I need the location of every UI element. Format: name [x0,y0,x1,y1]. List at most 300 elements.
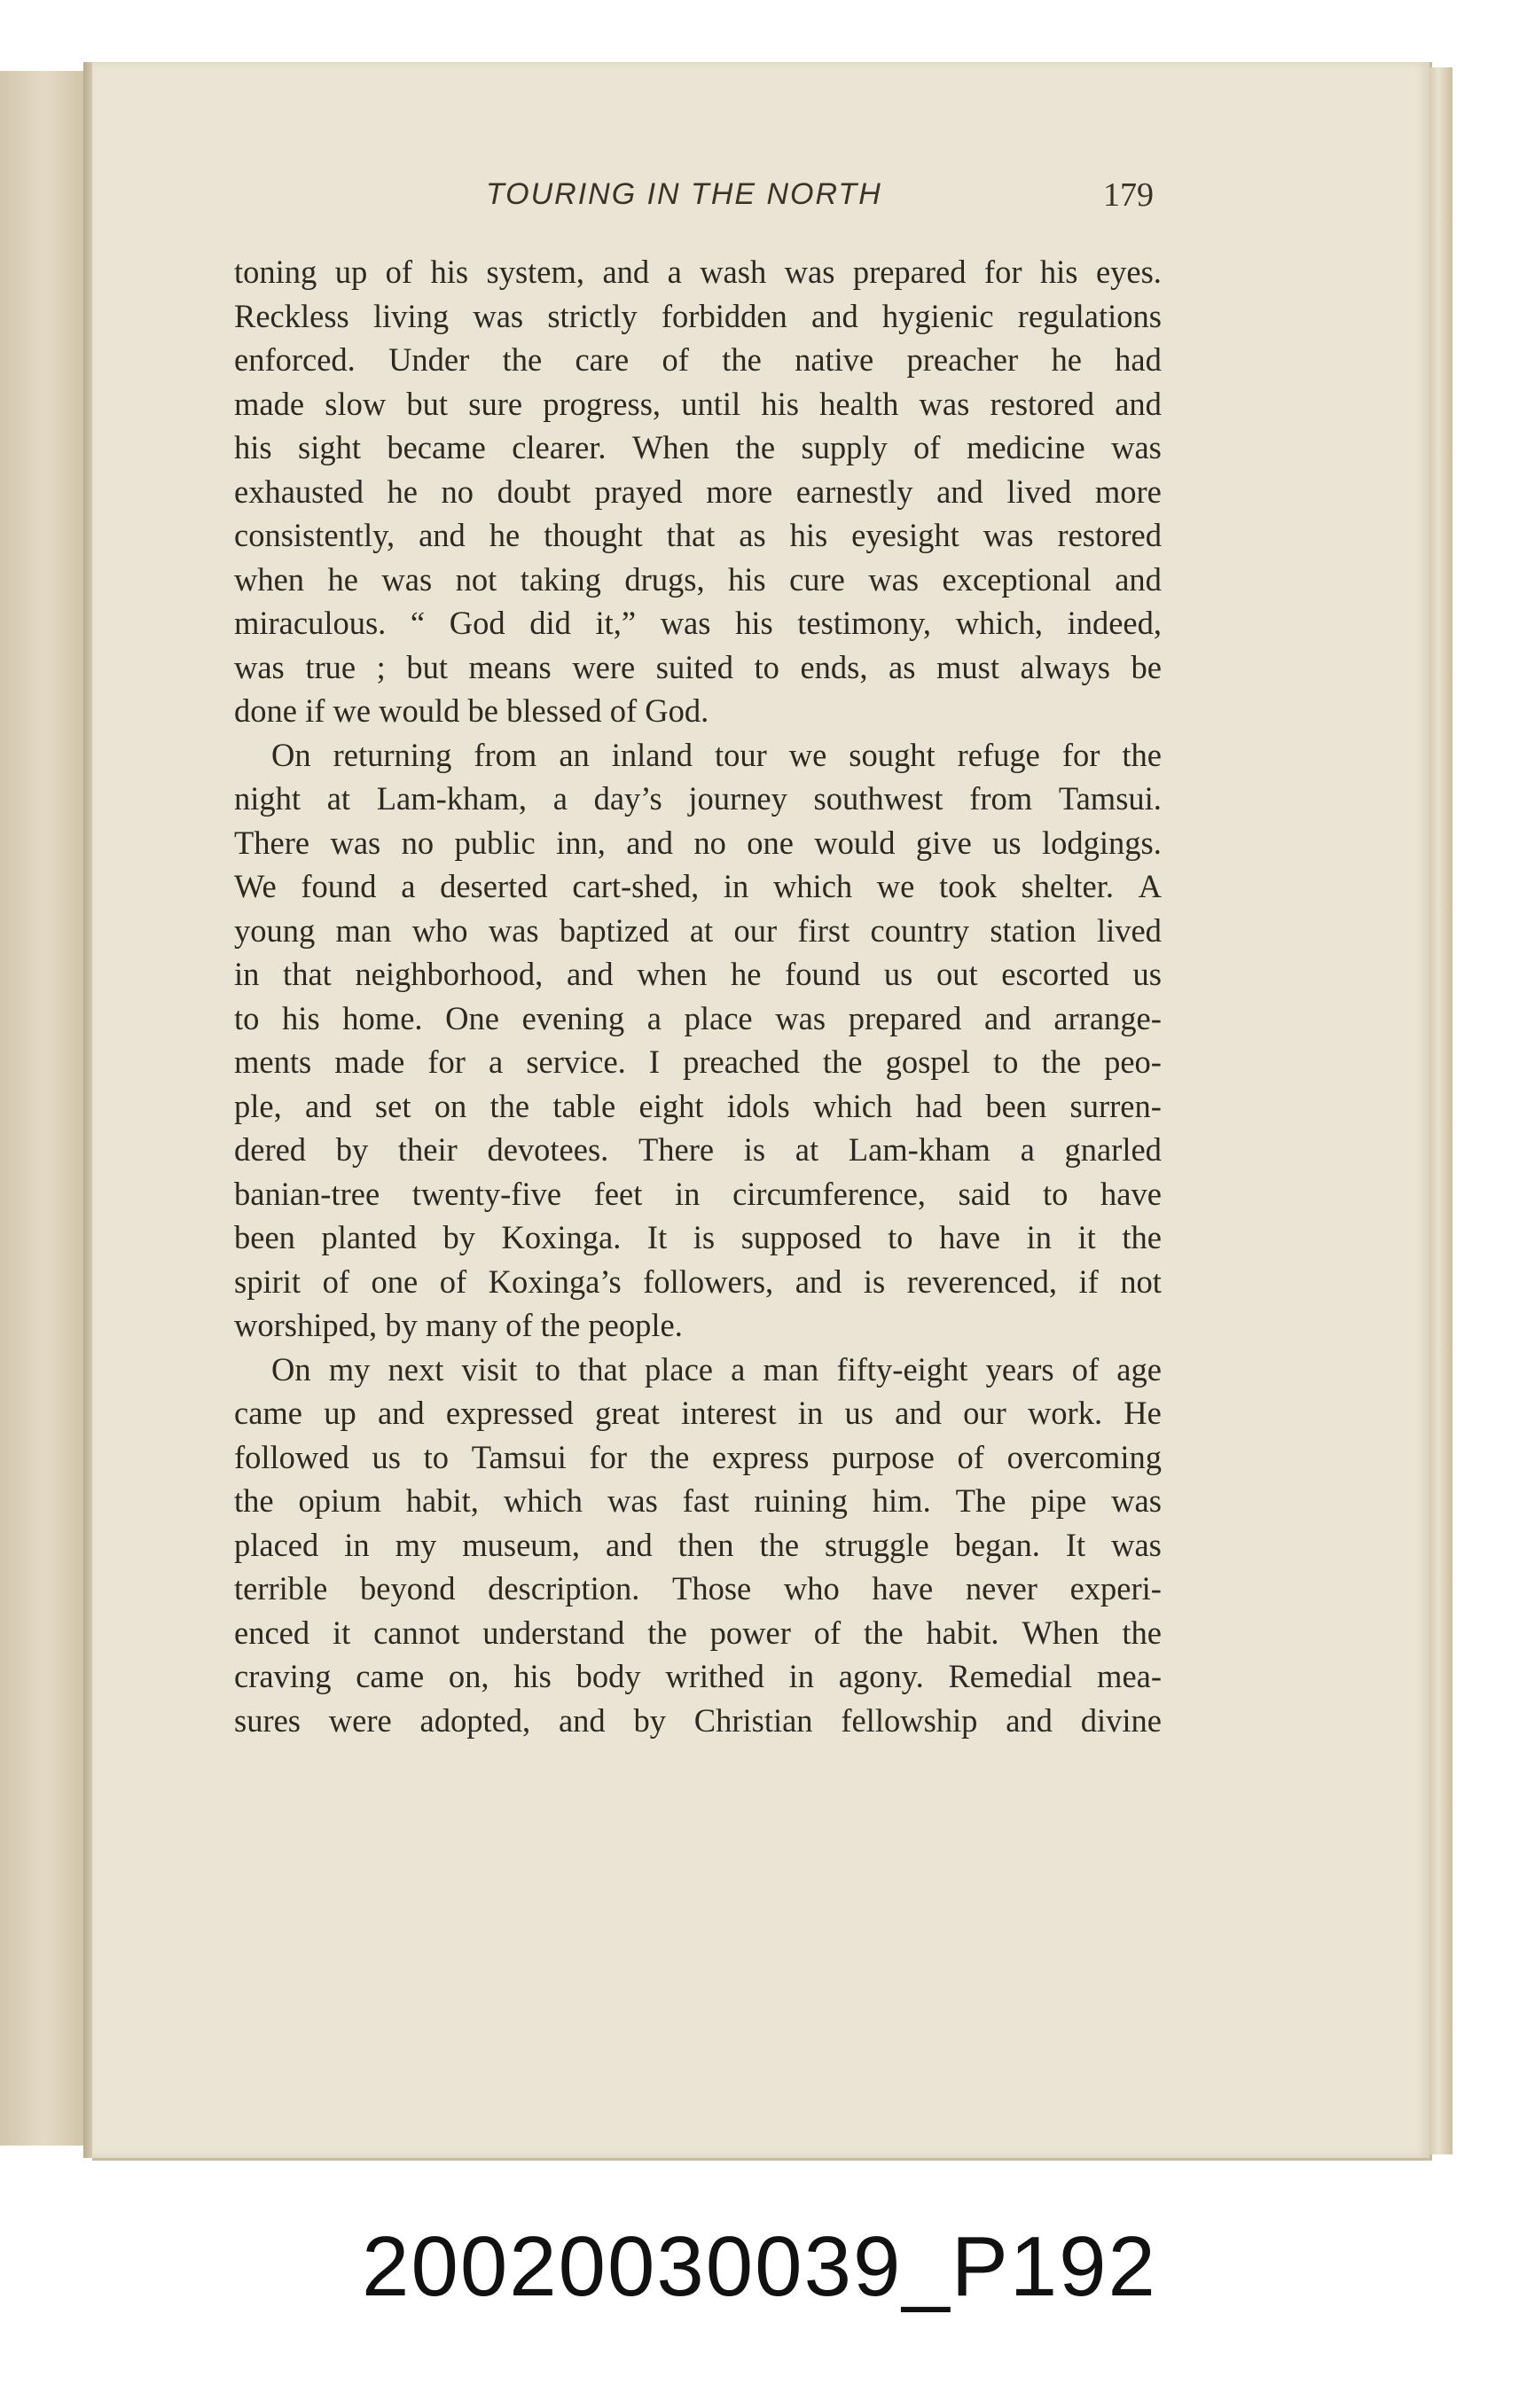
word: fellowship [841,1701,978,1739]
word: been [234,1219,295,1255]
word: agony. [838,1658,924,1694]
word: prepared [848,999,962,1036]
body-text [234,250,1162,1742]
word: that [283,956,332,992]
word: medicine [966,429,1085,465]
word: my [395,1526,437,1563]
word: up [334,254,368,290]
word: out [936,956,978,992]
word: when [234,560,305,598]
word: exceptional [942,560,1092,598]
word: not [1120,1263,1162,1300]
word: terrible [234,1570,328,1607]
text-line [234,470,1162,514]
word: restored [1057,517,1162,553]
word: was [919,385,970,422]
word: young [234,911,316,949]
word: ruining [754,1482,848,1519]
word: his [430,254,469,290]
word: cart-shed, [572,868,700,904]
text-line [234,689,1162,733]
word: was [983,517,1034,553]
word: was [488,911,539,949]
word: lived [1096,911,1162,949]
word: it [332,1614,351,1651]
word: had [1115,341,1162,378]
word: began. [954,1526,1040,1563]
word: up [324,1395,356,1431]
word: day’s [593,780,662,817]
word: he [730,956,762,992]
word: the [502,341,543,378]
text-line [234,250,1162,294]
word: evening [521,999,625,1036]
word: planted [321,1219,417,1255]
word: done if we would be blessed of God. [234,692,709,729]
word: The [955,1482,1006,1519]
word: he [1051,341,1082,378]
word: On [271,1350,311,1388]
word: It [1065,1526,1086,1563]
word: miraculous. [234,605,387,641]
word: I [648,1044,661,1080]
word: us [1132,956,1162,992]
text-line [234,1260,1162,1304]
word: came [356,1658,425,1694]
word: mea- [1097,1658,1162,1694]
word: consistently, [234,517,395,553]
word: for [1061,736,1100,773]
word: of [322,1263,349,1300]
word: work. [1027,1395,1103,1431]
word: and [895,1395,942,1431]
word: banian-tree [234,1175,380,1212]
word: is [693,1219,716,1255]
word: and [811,297,858,334]
word: fast [682,1482,730,1519]
word: testimony, [797,605,932,641]
word: and [1006,1701,1053,1739]
word: to [992,1044,1019,1080]
word: overcoming [1006,1438,1162,1475]
word: cure [789,560,845,598]
word: not [455,560,497,598]
word: was [868,560,920,598]
word: have [1100,1175,1162,1212]
word: On [271,736,311,773]
word: at [326,780,351,817]
word: the [647,1614,687,1651]
word: were [572,648,636,685]
word: his [761,385,799,422]
word: for [589,1438,627,1475]
text-line [234,513,1162,558]
word: strictly [547,297,638,334]
word: he [387,473,418,510]
text-line [234,558,1162,602]
word: escorted [1001,956,1109,992]
previous-page-edge [0,71,90,2146]
word: and [419,517,466,553]
word: of [1071,1350,1100,1388]
word: was [234,648,285,685]
word: southwest [813,780,944,817]
word: true [305,648,356,685]
word: neighborhood, [355,956,544,992]
word: station [990,911,1077,949]
word: Under [388,341,470,378]
word: in [234,956,260,992]
word: journey [688,780,787,817]
word: thought [544,517,643,553]
text-line [234,821,1162,865]
word: restored [990,385,1095,422]
word: taking [520,560,601,598]
word: by [442,1219,475,1255]
word: opium [298,1482,381,1519]
word: of [913,429,941,465]
word: service. [526,1044,626,1080]
word: came [234,1395,302,1431]
word: his [513,1658,552,1694]
word: twenty-five [411,1175,562,1212]
word: living [372,297,450,334]
word: one [747,824,794,861]
word: no [693,824,726,861]
word: his [789,517,828,553]
word: made [234,385,305,422]
word: to [423,1438,450,1475]
word: devotees. [487,1131,609,1168]
word: at [689,911,714,949]
word: in [788,1658,814,1694]
word: care [575,341,630,378]
word: us [844,1395,873,1431]
word: a [667,254,682,290]
word: gnarled [1064,1131,1162,1168]
word: eyesight [851,517,959,553]
word: have [872,1570,934,1607]
word: place [644,1350,713,1388]
word: expressed [445,1395,574,1431]
word: health [819,385,899,422]
word: exhausted [234,473,364,510]
word: public [454,824,536,861]
word: on [434,1087,467,1124]
word: and [795,1263,842,1300]
word: in [797,1395,824,1431]
word: it,” [595,605,637,641]
word: drugs, [624,560,705,598]
word: lived [1006,473,1072,510]
text-line [234,601,1162,645]
word: When [631,429,710,465]
word: description. [488,1570,640,1607]
word: was [473,297,524,334]
word: doubt [497,473,571,510]
text-line [234,1391,1162,1435]
word: sought [849,736,936,773]
word: struggle [825,1526,929,1563]
word: fifty-eight [836,1350,968,1388]
catalog-id: 20020030039_P192 [362,2219,1157,2314]
word: ends, [800,648,868,685]
word: who [411,911,468,949]
word: body [575,1658,641,1694]
word: he [489,517,521,553]
word: preacher [906,341,1019,378]
word: when [637,956,708,992]
word: the [1122,736,1162,773]
text-line [234,1303,1162,1348]
word: us [992,824,1022,861]
word: years [985,1350,1054,1388]
word: man [335,911,392,949]
word: returning [333,736,452,773]
running-head: TOURING IN THE NORTH [486,177,882,211]
word: Lam-kham, [376,780,528,817]
word: his [735,605,773,641]
word: and [626,824,673,861]
word: When [1022,1614,1100,1651]
word: We [234,868,277,904]
word: feet [593,1175,643,1212]
word: enced [234,1614,310,1651]
word: the [735,429,776,465]
word: Koxinga’s [488,1263,622,1300]
text-line [234,1348,1162,1392]
word: his [282,999,320,1036]
word: of [957,1438,984,1475]
word: must [936,648,999,685]
word: was [775,999,826,1036]
word: peo- [1104,1044,1162,1080]
word: ple, [234,1087,282,1124]
word: the [489,1087,530,1124]
word: prayed [594,473,683,510]
word: to [1042,1175,1069,1212]
word: interest [681,1395,777,1431]
word: an [559,736,590,773]
word: sure [468,385,523,422]
word: it [1077,1219,1096,1255]
word: forbidden [661,297,787,334]
word: in [1026,1219,1052,1255]
word: the [1041,1044,1082,1080]
word: if [1078,1263,1099,1300]
word: one [371,1263,419,1300]
page-number: 179 [1103,176,1154,214]
word: arrange- [1053,999,1162,1036]
word: set [374,1087,411,1124]
word: There [638,1131,715,1168]
word: followers, [643,1263,774,1300]
word: be [1131,648,1162,685]
word: for [983,254,1022,290]
word: regulations [1017,297,1162,334]
text-line [234,1216,1162,1260]
text-line [234,645,1162,690]
word: was [330,824,381,861]
word: worshiped, by many of the people. [234,1307,683,1343]
text-line [234,1523,1162,1568]
word: next [388,1350,444,1388]
text-line [234,294,1162,339]
word: great [595,1395,660,1431]
word: suited [655,648,733,685]
word: until [681,385,741,422]
word: divine [1080,1701,1162,1739]
word: found [785,956,861,992]
word: man [763,1350,819,1388]
word: from [474,736,537,773]
text-line [234,1084,1162,1129]
text-line [234,1479,1162,1523]
word: refuge [957,736,1040,773]
word: deserted [440,868,548,904]
word: writhed [665,1658,764,1694]
text-line [234,1040,1162,1084]
word: a [489,1044,504,1080]
word: that [666,517,716,553]
word: clearer. [512,429,607,465]
word: Reckless [234,297,349,334]
word: said [958,1175,1011,1212]
word: to [234,999,260,1036]
word: cannot [373,1614,460,1651]
text-line [234,733,1162,778]
word: and [1115,560,1162,598]
word: the [759,1526,800,1563]
word: the [1122,1614,1162,1651]
text-line [234,777,1162,821]
word: Tamsui. [1058,780,1162,817]
word: table [552,1087,616,1124]
word: gospel [885,1044,970,1080]
word: of [439,1263,467,1300]
word: the [863,1614,904,1651]
word: is [743,1131,766,1168]
word: lodgings. [1041,824,1162,861]
word: us [883,956,913,992]
word: in [675,1175,701,1212]
word: place [684,999,753,1036]
word: country [870,911,970,949]
word: and [558,1701,606,1739]
word: understand [482,1614,625,1651]
word: we [876,868,915,904]
word: us [372,1438,401,1475]
word: adopted, [419,1701,531,1739]
word: give [915,824,972,861]
word: which [772,868,853,904]
word: as [889,648,916,685]
word: system, [486,254,585,290]
word: his [728,560,766,598]
text-line [234,909,1162,953]
word: indeed, [1067,605,1162,641]
word: never [965,1570,1037,1607]
word: eight [638,1087,704,1124]
word: a [646,999,662,1036]
word: progress, [543,385,662,422]
word: baptized [559,911,669,949]
word: was [784,254,835,290]
word: and [566,956,614,992]
word: who [783,1570,840,1607]
word: by [633,1701,666,1739]
word: the [722,341,762,378]
word: home. [342,999,423,1036]
word: sures [234,1701,301,1739]
word: had [915,1087,963,1124]
word: A [1138,868,1162,904]
word: made [334,1044,405,1080]
word: and [936,473,983,510]
word: One [445,999,499,1036]
text-line [234,1435,1162,1480]
word: to [888,1219,913,1255]
word: have [939,1219,1000,1255]
word: It [646,1219,668,1255]
word: his [234,429,272,465]
word: express [712,1438,810,1475]
text-line [234,1611,1162,1655]
word: found [301,868,377,904]
word: the [649,1438,690,1475]
text-line [234,864,1162,909]
word: was [1111,1526,1162,1563]
text-line [234,426,1162,470]
word: our [963,1395,1006,1431]
word: did [529,605,571,641]
word: no [441,473,474,510]
word: was [381,560,433,598]
text-line [234,1128,1162,1172]
word: a [552,780,568,817]
word: first [797,911,850,949]
word: to [754,648,779,685]
word: of [813,1614,842,1651]
word: habit. [926,1614,999,1651]
word: of [385,254,413,290]
word: been [985,1087,1047,1124]
word: and [1115,385,1162,422]
word: wash [700,254,767,290]
word: him. [872,1482,931,1519]
word: beyond [360,1570,456,1607]
word: on, [448,1658,489,1694]
word: more [706,473,773,510]
word: enforced. [234,341,356,378]
word: earnestly [795,473,913,510]
word: Lam-kham [848,1131,990,1168]
word: night [234,780,301,817]
word: by [335,1131,369,1168]
word: was [1111,1482,1162,1519]
text-line [234,1172,1162,1216]
word: of [662,341,689,378]
word: and [984,999,1031,1036]
word: which [812,1087,893,1124]
word: power [709,1614,791,1651]
text-line [234,1654,1162,1699]
word: then [677,1526,734,1563]
word: took [939,868,997,904]
word: at [795,1131,819,1168]
word: He [1124,1395,1162,1431]
page-stack-edge [1429,67,1452,2154]
